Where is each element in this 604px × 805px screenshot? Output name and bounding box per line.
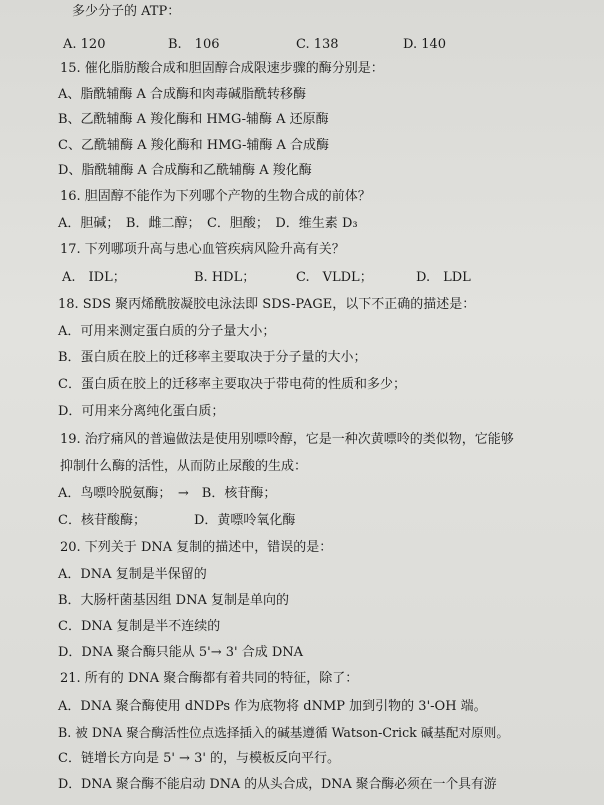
q17-option-a: A. IDL；: [62, 270, 126, 285]
q20-option-b: B．大肠杆菌基因组 DNA 复制是单向的: [58, 593, 290, 608]
q14-option-b: B. 106: [168, 37, 220, 52]
q18-option-c: C．蛋白质在胶上的迁移率主要取决于带电荷的性质和多少；: [58, 377, 406, 392]
q21-option-b: B. 被 DNA 聚合酶活性位点选择插入的碱基遵循 Watson-Crick 碱基配对原则。: [58, 725, 509, 740]
q19-option-d: D．黄嘌呤氧化酶: [194, 513, 296, 528]
q17-option-c: C. VLDL；: [296, 270, 373, 285]
q19-stem: 19. 治疗痛风的普遍做法是使用别嘌呤醇，它是一种次黄嘌呤的类似物，它能够: [60, 432, 514, 447]
q18-option-d: D．可用来分离纯化蛋白质；: [58, 404, 225, 419]
q16-stem: 16. 胆固醇不能作为下列哪个产物的生物合成的前体？: [60, 189, 371, 204]
q20-option-d: D．DNA 聚合酶只能从 5'→ 3' 合成 DNA: [58, 645, 304, 660]
q20-stem: 20. 下列关于 DNA 复制的描述中，错误的是：: [60, 540, 333, 555]
q14-option-d: D. 140: [403, 37, 447, 52]
q18-stem: 18. SDS 聚丙烯酰胺凝胶电泳法即 SDS-PAGE，以下不正确的描述是：: [58, 297, 476, 312]
q19-stem-continuation: 抑制什么酶的活性，从而防止尿酸的生成：: [60, 459, 308, 474]
q14-option-a: A. 120: [63, 37, 106, 52]
q16-options: A．胆碱； B．雌二醇； C．胆酸； D．维生素 D₃: [58, 216, 358, 231]
q18-option-a: A．可用来测定蛋白质的分子量大小；: [58, 324, 276, 339]
q21-option-c: C．链增长方向是 5' → 3' 的，与模板反向平行。: [58, 751, 341, 766]
q15-option-b: B、乙酰辅酶 A 羧化酶和 HMG-辅酶 A 还原酶: [58, 112, 329, 127]
q17-stem: 17. 下列哪项升高与患心血管疾病风险升高有关？: [60, 242, 345, 257]
q20-option-c: C．DNA 复制是半不连续的: [58, 619, 221, 634]
q15-option-a: A、脂酰辅酶 A 合成酶和肉毒碱脂酰转移酶: [58, 87, 307, 102]
q18-option-b: B．蛋白质在胶上的迁移率主要取决于分子量的大小；: [58, 350, 367, 365]
q21-stem: 21. 所有的 DNA 聚合酶都有着共同的特征，除了：: [60, 671, 359, 686]
q17-option-d: D. LDL: [416, 270, 471, 285]
q15-option-c: C、乙酰辅酶 A 羧化酶和 HMG-辅酶 A 合成酶: [58, 138, 330, 153]
q19-options-ab: A．鸟嘌呤脱氨酶； → B．核苷酶；: [58, 486, 277, 501]
q15-option-d: D、脂酰辅酶 A 合成酶和乙酰辅酶 A 羧化酶: [58, 163, 312, 178]
q14-option-c: C. 138: [296, 37, 339, 52]
q20-option-a: A．DNA 复制是半保留的: [58, 567, 207, 582]
q14-continuation: 多少分子的 ATP：: [72, 4, 181, 19]
q19-option-c: C．核苷酸酶；: [58, 513, 146, 528]
q21-option-d: D．DNA 聚合酶不能启动 DNA 的从头合成，DNA 聚合酶必须在一个具有游: [58, 777, 497, 792]
q21-option-a: A．DNA 聚合酶使用 dNDPs 作为底物将 dNMP 加到引物的 3'-OH 端。: [58, 699, 487, 714]
q17-option-b: B. HDL；: [194, 270, 256, 285]
q15-stem: 15. 催化脂肪酸合成和胆固醇合成限速步骤的酶分别是：: [60, 61, 384, 76]
